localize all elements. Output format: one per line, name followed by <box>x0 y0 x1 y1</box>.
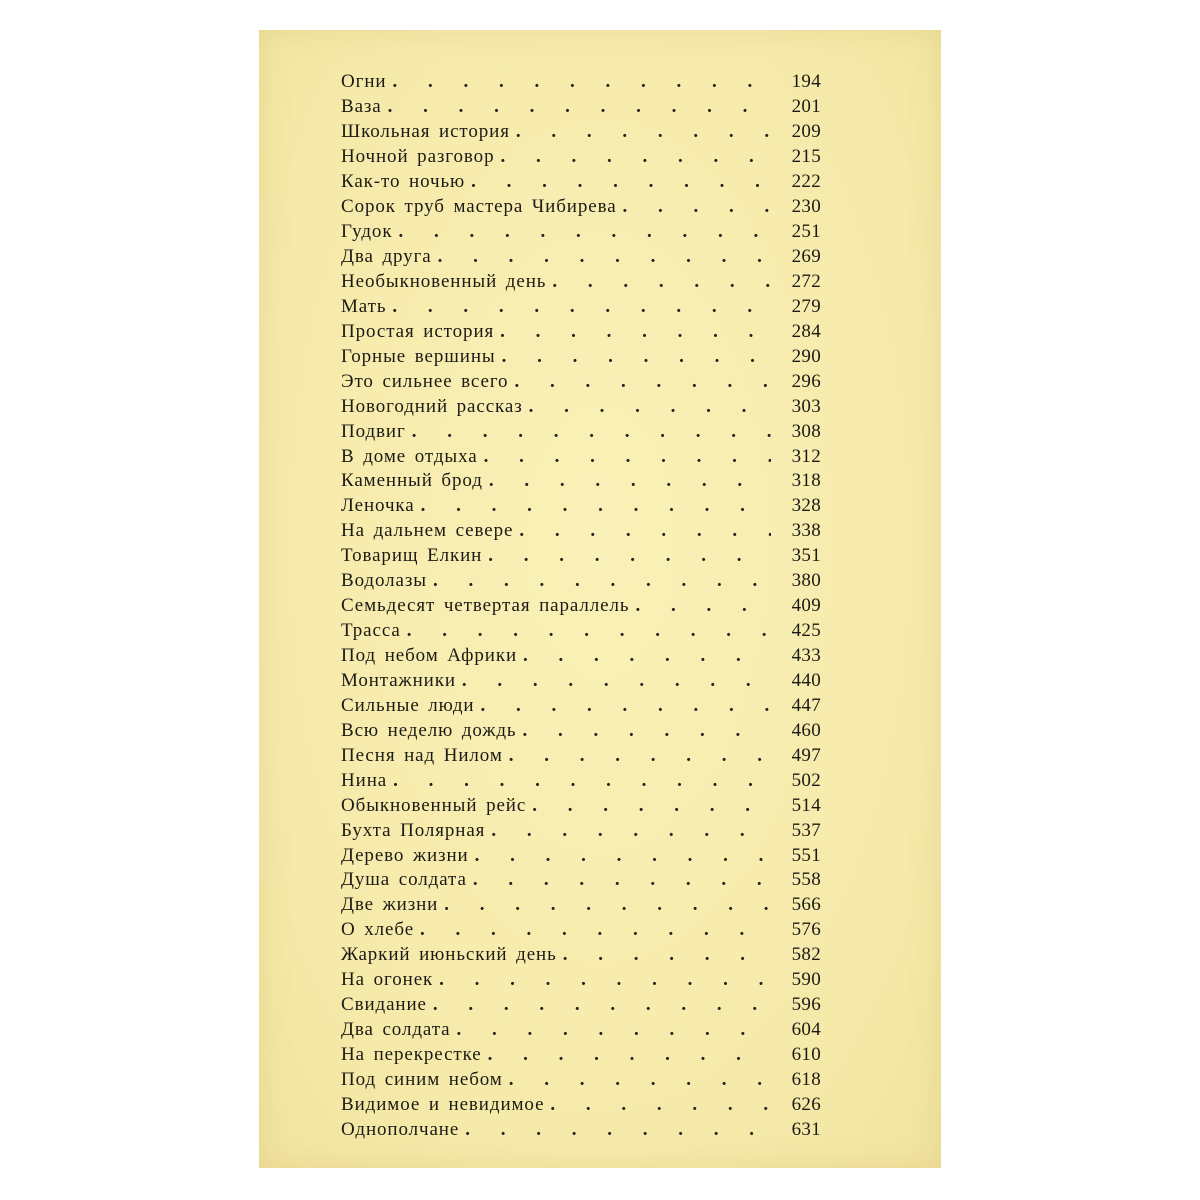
dot-leader <box>433 569 771 593</box>
toc-entry-page-number: 425 <box>791 620 821 642</box>
dot-leader <box>420 918 771 942</box>
toc-entry-title: Нина <box>341 769 388 791</box>
toc-entry-page-number: 269 <box>791 246 821 268</box>
toc-entry-page-number: 447 <box>791 694 821 716</box>
dot-leader <box>532 794 771 818</box>
toc-entry-title: Необыкновенный день <box>341 270 547 292</box>
toc-entry-title: Простая история <box>341 320 495 342</box>
toc-entry-page-number: 558 <box>791 869 821 891</box>
dot-leader <box>412 420 771 444</box>
toc-entry <box>341 270 821 295</box>
dot-leader <box>491 819 771 843</box>
toc-entry <box>341 1068 821 1093</box>
toc-entry <box>341 943 821 968</box>
dot-leader <box>488 1043 771 1067</box>
toc-entry-page-number: 514 <box>791 794 821 816</box>
toc-entry <box>341 1043 821 1068</box>
toc-entry <box>341 818 821 843</box>
toc-entry-page-number: 251 <box>791 221 821 243</box>
dot-leader <box>457 1018 771 1042</box>
toc-entry-title: Школьная история <box>341 121 510 143</box>
toc-entry <box>341 95 821 120</box>
toc-entry <box>341 494 821 519</box>
toc-entry <box>341 245 821 270</box>
toc-entry-title: Два солдата <box>341 1019 451 1041</box>
toc-entry-title: Под небом Африки <box>341 645 518 667</box>
toc-entry <box>341 619 821 644</box>
toc-entry-page-number: 440 <box>791 669 821 691</box>
toc-entry-title: Семьдесят четвертая параллель <box>341 595 630 617</box>
toc-entry-page-number: 296 <box>791 370 821 392</box>
toc-entry <box>341 519 821 544</box>
toc-entry-title: Песня над Нилом <box>341 744 503 766</box>
toc-entry <box>341 644 821 669</box>
toc-entry-title: Каменный брод <box>341 470 483 492</box>
toc-entry-title: Бухта Полярная <box>341 819 486 841</box>
dot-leader <box>392 70 771 94</box>
dot-leader <box>473 868 771 892</box>
toc-entry <box>341 918 821 943</box>
toc-entry-title: Два друга <box>341 246 432 268</box>
toc-entry <box>341 170 821 195</box>
dot-leader <box>635 594 771 618</box>
toc-entry <box>341 369 821 394</box>
toc-entry-page-number: 582 <box>791 944 821 966</box>
dot-leader <box>393 769 771 793</box>
toc-entry-page-number: 215 <box>791 146 821 168</box>
toc-entry-title: Под синим небом <box>341 1068 503 1090</box>
toc-entry <box>341 768 821 793</box>
toc-entry-page-number: 409 <box>791 595 821 617</box>
toc-entry-page-number: 222 <box>791 171 821 193</box>
toc-entry-title: Дерево жизни <box>341 844 469 866</box>
toc-entry <box>341 469 821 494</box>
dot-leader <box>500 145 771 169</box>
toc-entry <box>341 893 821 918</box>
toc-entry-title: Мать <box>341 295 387 317</box>
dot-leader <box>509 744 771 768</box>
dot-leader <box>489 469 771 493</box>
toc-entry <box>341 968 821 993</box>
table-of-contents <box>341 70 821 1142</box>
dot-leader <box>475 844 771 868</box>
dot-leader <box>488 544 771 568</box>
toc-entry-page-number: 631 <box>791 1118 821 1140</box>
toc-entry-title: На дальнем севере <box>341 520 514 542</box>
toc-entry-page-number: 566 <box>791 894 821 916</box>
toc-entry <box>341 793 821 818</box>
toc-entry-title: Сильные люди <box>341 694 475 716</box>
toc-entry <box>341 195 821 220</box>
toc-entry-title: Гудок <box>341 221 393 243</box>
dot-leader <box>516 120 771 144</box>
toc-entry-page-number: 312 <box>791 445 821 467</box>
dot-leader <box>552 270 771 294</box>
toc-entry-title: Сорок труб мастера Чибирева <box>341 196 617 218</box>
toc-entry-title: Ваза <box>341 96 382 118</box>
toc-entry-page-number: 290 <box>791 345 821 367</box>
toc-entry <box>341 344 821 369</box>
toc-entry-title: Горные вершины <box>341 345 496 367</box>
toc-entry <box>341 294 821 319</box>
toc-entry-page-number: 604 <box>791 1019 821 1041</box>
dot-leader <box>514 370 771 394</box>
toc-entry-title: Монтажники <box>341 669 456 691</box>
toc-entry-page-number: 308 <box>791 420 821 442</box>
toc-entry <box>341 594 821 619</box>
toc-entry-title: Товарищ Елкин <box>341 545 483 567</box>
toc-entry-page-number: 618 <box>791 1068 821 1090</box>
toc-entry <box>341 868 821 893</box>
toc-entry-page-number: 576 <box>791 919 821 941</box>
toc-entry-title: Однополчане <box>341 1118 460 1140</box>
dot-leader <box>623 195 771 219</box>
toc-entry-title: В доме отдыха <box>341 445 478 467</box>
toc-entry-page-number: 502 <box>791 769 821 791</box>
toc-entry-title: Душа солдата <box>341 869 467 891</box>
toc-entry-title: Видимое и невидимое <box>341 1093 545 1115</box>
dot-leader <box>563 943 771 967</box>
toc-entry <box>341 120 821 145</box>
toc-entry-title: Свидание <box>341 994 427 1016</box>
toc-entry-page-number: 272 <box>791 270 821 292</box>
toc-entry-page-number: 338 <box>791 520 821 542</box>
toc-entry <box>341 569 821 594</box>
dot-leader <box>433 993 771 1017</box>
toc-entry-title: Как-то ночью <box>341 171 466 193</box>
toc-entry-title: Огни <box>341 71 387 93</box>
toc-entry-title: Две жизни <box>341 894 439 916</box>
toc-entry <box>341 319 821 344</box>
dot-leader <box>465 1118 771 1142</box>
toc-entry <box>341 544 821 569</box>
toc-entry-title: Леночка <box>341 495 415 517</box>
toc-entry-page-number: 279 <box>791 295 821 317</box>
toc-entry-page-number: 230 <box>791 196 821 218</box>
toc-entry <box>341 693 821 718</box>
toc-entry <box>341 843 821 868</box>
toc-entry-page-number: 610 <box>791 1044 821 1066</box>
toc-entry-title: О хлебе <box>341 919 415 941</box>
toc-entry-page-number: 318 <box>791 470 821 492</box>
dot-leader <box>519 519 771 543</box>
toc-entry-page-number: 433 <box>791 645 821 667</box>
toc-entry <box>341 743 821 768</box>
toc-entry-title: На перекрестке <box>341 1044 482 1066</box>
toc-entry-title: Водолазы <box>341 570 427 592</box>
dot-leader <box>529 395 771 419</box>
toc-entry <box>341 145 821 170</box>
toc-entry <box>341 1092 821 1117</box>
dot-leader <box>462 669 771 693</box>
dot-leader <box>480 694 771 718</box>
toc-entry-page-number: 460 <box>791 719 821 741</box>
toc-entry <box>341 993 821 1018</box>
toc-entry <box>341 718 821 743</box>
dot-leader <box>471 170 771 194</box>
toc-entry <box>341 1117 821 1142</box>
toc-entry-title: Трасса <box>341 620 401 642</box>
toc-entry-page-number: 284 <box>791 320 821 342</box>
dot-leader <box>509 1068 771 1092</box>
toc-entry <box>341 444 821 469</box>
toc-entry-title: Жаркий июньский день <box>341 944 557 966</box>
toc-entry-title: На огонек <box>341 969 434 991</box>
toc-entry-page-number: 351 <box>791 545 821 567</box>
toc-entry-page-number: 497 <box>791 744 821 766</box>
dot-leader <box>392 295 771 319</box>
toc-entry <box>341 669 821 694</box>
toc-entry <box>341 220 821 245</box>
toc-entry-page-number: 303 <box>791 395 821 417</box>
dot-leader <box>439 968 771 992</box>
toc-entry-page-number: 590 <box>791 969 821 991</box>
toc-entry-page-number: 626 <box>791 1093 821 1115</box>
toc-entry-title: Обыкновенный рейс <box>341 794 527 816</box>
toc-entry <box>341 70 821 95</box>
dot-leader <box>523 644 771 668</box>
toc-entry <box>341 1018 821 1043</box>
toc-entry-title: Это сильнее всего <box>341 370 509 392</box>
dot-leader <box>388 95 771 119</box>
toc-entry-page-number: 201 <box>791 96 821 118</box>
toc-entry <box>341 394 821 419</box>
dot-leader <box>407 619 771 643</box>
dot-leader <box>398 220 771 244</box>
toc-entry-page-number: 596 <box>791 994 821 1016</box>
dot-leader <box>502 345 771 369</box>
dot-leader <box>484 445 771 469</box>
toc-entry-title: Новогодний рассказ <box>341 395 523 417</box>
toc-entry <box>341 419 821 444</box>
toc-entry-page-number: 209 <box>791 121 821 143</box>
toc-entry-page-number: 194 <box>791 71 821 93</box>
dot-leader <box>522 719 771 743</box>
toc-entry-page-number: 551 <box>791 844 821 866</box>
dot-leader <box>438 245 771 269</box>
toc-entry-page-number: 537 <box>791 819 821 841</box>
dot-leader <box>550 1093 771 1117</box>
toc-entry-title: Всю неделю дождь <box>341 719 517 741</box>
toc-entry-title: Ночной разговор <box>341 146 495 168</box>
toc-entry-page-number: 328 <box>791 495 821 517</box>
dot-leader <box>421 494 771 518</box>
dot-leader <box>500 320 771 344</box>
toc-entry-page-number: 380 <box>791 570 821 592</box>
toc-entry-title: Подвиг <box>341 420 406 442</box>
dot-leader <box>444 893 771 917</box>
